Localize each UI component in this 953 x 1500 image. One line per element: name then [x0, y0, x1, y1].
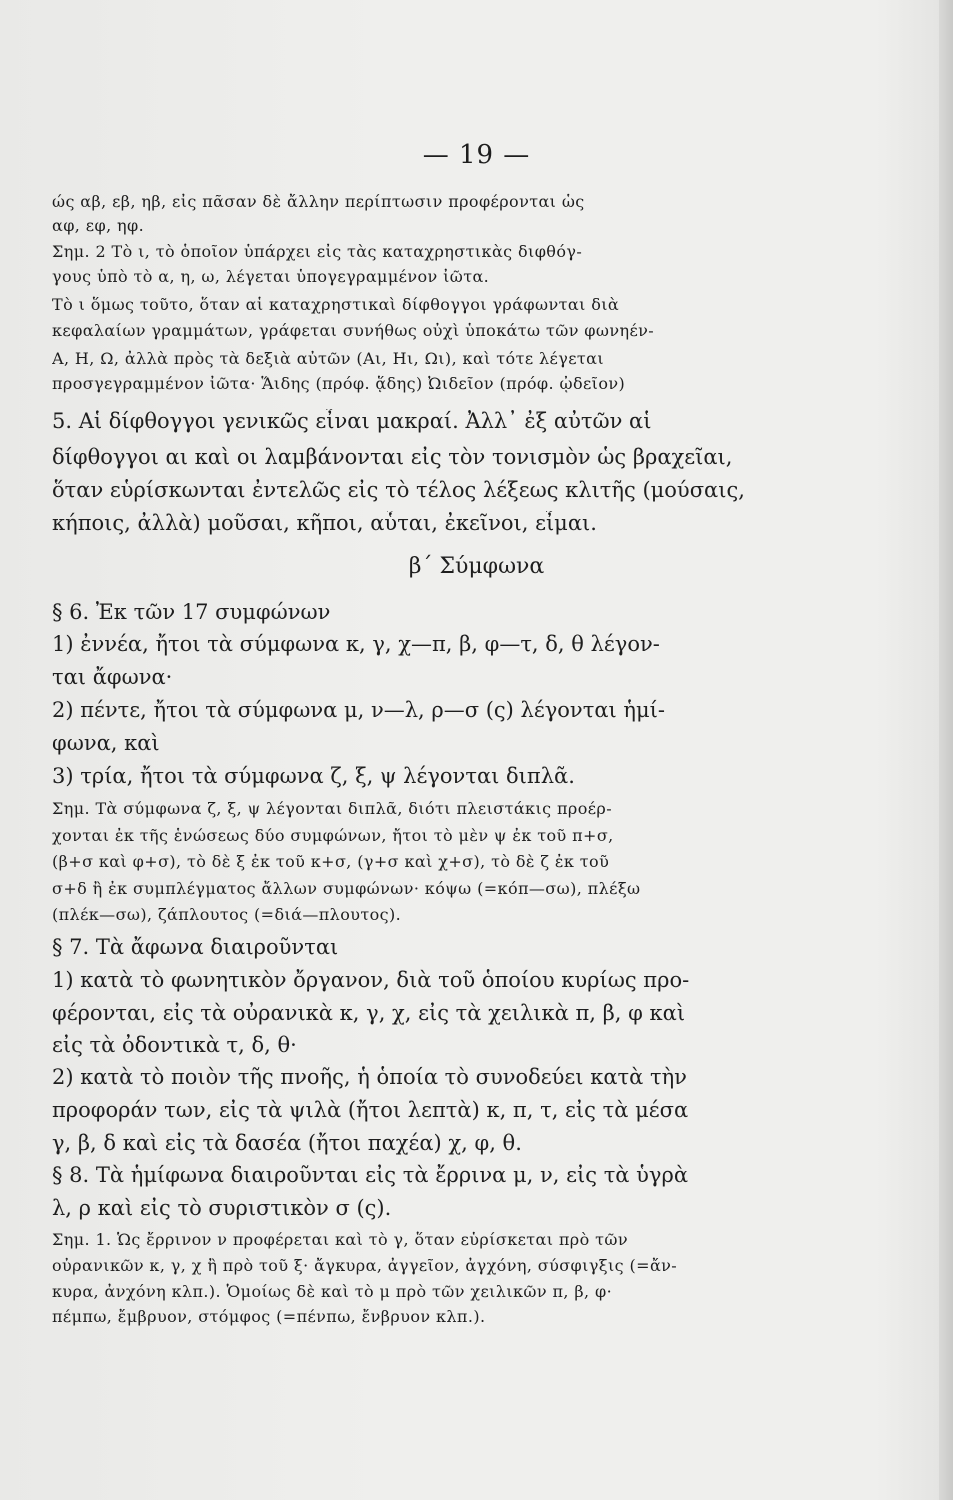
text-line: φέρονται, εἰς τὰ οὐρανικὰ κ, γ, χ, εἰς τὰ χειλικὰ π, β, φ καὶ	[52, 1001, 686, 1025]
text-line: Τὸ ι ὅμως τοῦτο, ὅταν αἱ καταχρηστικαὶ δίφθογγοι γράφωνται διὰ	[52, 295, 620, 314]
text-line: ὅταν εὑρίσκωνται ἐντελῶς εἰς τὸ τέλος λέξεως κλιτῆς (μούσαις,	[52, 478, 745, 502]
text-line: οὐρανικῶν κ, γ, χ ἢ πρὸ τοῦ ξ· ἄγκυρα, ἀγγεῖον, ἀγχόνη, σύσφιγξις (=ἄν-	[52, 1256, 678, 1275]
text-line: 5. Αἱ δίφθογγοι γενικῶς εἶναι μακραί. Ἀλλ᾽ ἐξ αὐτῶν αἱ	[52, 409, 652, 433]
page-number: — 19 —	[422, 140, 531, 170]
text-line: δίφθογγοι αι καὶ οι λαμβάνονται εἰς τὸν τονισμὸν ὡς βραχεῖαι,	[52, 445, 733, 469]
text-line: § 6. Ἐκ τῶν 17 συμφώνων	[52, 600, 331, 624]
text-line: § 7. Τὰ ἄφωνα διαιροῦνται	[52, 935, 339, 959]
text-line: Α, Η, Ω, ἀλλὰ πρὸς τὰ δεξιὰ αὐτῶν (Αι, Ηι, Ωι), καὶ τότε λέγεται	[52, 349, 605, 368]
text-line: λ, ρ καὶ εἰς τὸ συριστικὸν σ (ς).	[52, 1196, 392, 1220]
text-line: προσγεγραμμένον ἰῶτα· Ἅιδης (πρόφ. ᾅδης) Ὠιδεῖον (πρόφ. ᾠδεῖον)	[52, 374, 626, 393]
text-line: 2) κατὰ τὸ ποιὸν τῆς πνοῆς, ἡ ὁποία τὸ συνοδεύει κατὰ τὴν	[52, 1065, 687, 1089]
text-line: φωνα, καὶ	[52, 731, 160, 755]
page-spine-shadow	[939, 0, 953, 1500]
text-line: § 8. Τὰ ἡμίφωνα διαιροῦνται εἰς τὰ ἔρρινα μ, ν, εἰς τὰ ὑγρὰ	[52, 1163, 689, 1187]
section-heading: β΄ Σύμφωνα	[408, 554, 545, 579]
text-line: εἰς τὰ ὀδοντικὰ τ, δ, θ·	[52, 1033, 297, 1057]
text-line: (β+σ καὶ φ+σ), τὸ δὲ ξ ἐκ τοῦ κ+σ, (γ+σ καὶ χ+σ), τὸ δὲ ζ ἐκ τοῦ	[52, 852, 610, 871]
text-line: 1) κατὰ τὸ φωνητικὸν ὄργανον, διὰ τοῦ ὁποίου κυρίως προ-	[52, 968, 690, 992]
text-line: γους ὑπὸ τὸ α, η, ω, λέγεται ὑπογεγραμμένον ἰῶτα.	[52, 267, 490, 286]
text-line: Σημ. 2 Τὸ ι, τὸ ὁποῖον ὑπάρχει εἰς τὰς καταχρηστικὰς διφθόγ-	[52, 242, 583, 261]
text-line: γ, β, δ καὶ εἰς τὰ δασέα (ἤτοι παχέα) χ, φ, θ.	[52, 1131, 522, 1155]
text-line: αφ, εφ, ηφ.	[52, 216, 145, 235]
text-line: κήποις, ἀλλὰ) μοῦσαι, κῆποι, αὗται, ἐκεῖνοι, εἶμαι.	[52, 511, 597, 535]
text-line: (πλέκ—σω), ζάπλουτος (=διά—πλουτος).	[52, 905, 402, 924]
text-line: κυρα, ἀνχόνη κλπ.). Ὁμοίως δὲ καὶ τὸ μ πρὸ τῶν χειλικῶν π, β, φ·	[52, 1282, 613, 1301]
text-line: Σημ. 1. Ὡς ἔρρινον ν προφέρεται καὶ τὸ γ, ὅταν εὑρίσκεται πρὸ τῶν	[52, 1230, 628, 1249]
text-line: κεφαλαίων γραμμάτων, γράφεται συνήθως οὐχὶ ὑποκάτω τῶν φωνηέν-	[52, 321, 655, 340]
text-line: ώς αβ, εβ, ηβ, εἰς πᾶσαν δὲ ἄλλην περίπτωσιν προφέρονται ὡς	[52, 192, 585, 211]
text-line: 2) πέντε, ἤτοι τὰ σύμφωνα μ, ν—λ, ρ—σ (ς) λέγονται ἡμί-	[52, 698, 665, 722]
text-line: ται ἄφωνα·	[52, 665, 173, 689]
text-line: πέμπω, ἔμβρυον, στόμφος (=πένπω, ἔνβρυον κλπ.).	[52, 1307, 486, 1326]
text-line: Σημ. Τὰ σύμφωνα ζ, ξ, ψ λέγονται διπλᾶ, διότι πλειστάκις προέρ-	[52, 799, 613, 818]
text-line: 1) ἐννέα, ἤτοι τὰ σύμφωνα κ, γ, χ—π, β, φ—τ, δ, θ λέγον-	[52, 632, 660, 656]
text-line: σ+δ ἢ ἐκ συμπλέγματος ἄλλων συμφώνων· κόψω (=κόπ—σω), πλέξω	[52, 879, 641, 898]
text-line: 3) τρία, ἤτοι τὰ σύμφωνα ζ, ξ, ψ λέγονται διπλᾶ.	[52, 764, 575, 788]
text-line: προφοράν των, εἰς τὰ ψιλὰ (ἤτοι λεπτὰ) κ, π, τ, εἰς τὰ μέσα	[52, 1098, 689, 1122]
text-line: χονται ἐκ τῆς ἑνώσεως δύο συμφώνων, ἤτοι τὸ μὲν ψ ἐκ τοῦ π+σ,	[52, 826, 614, 845]
